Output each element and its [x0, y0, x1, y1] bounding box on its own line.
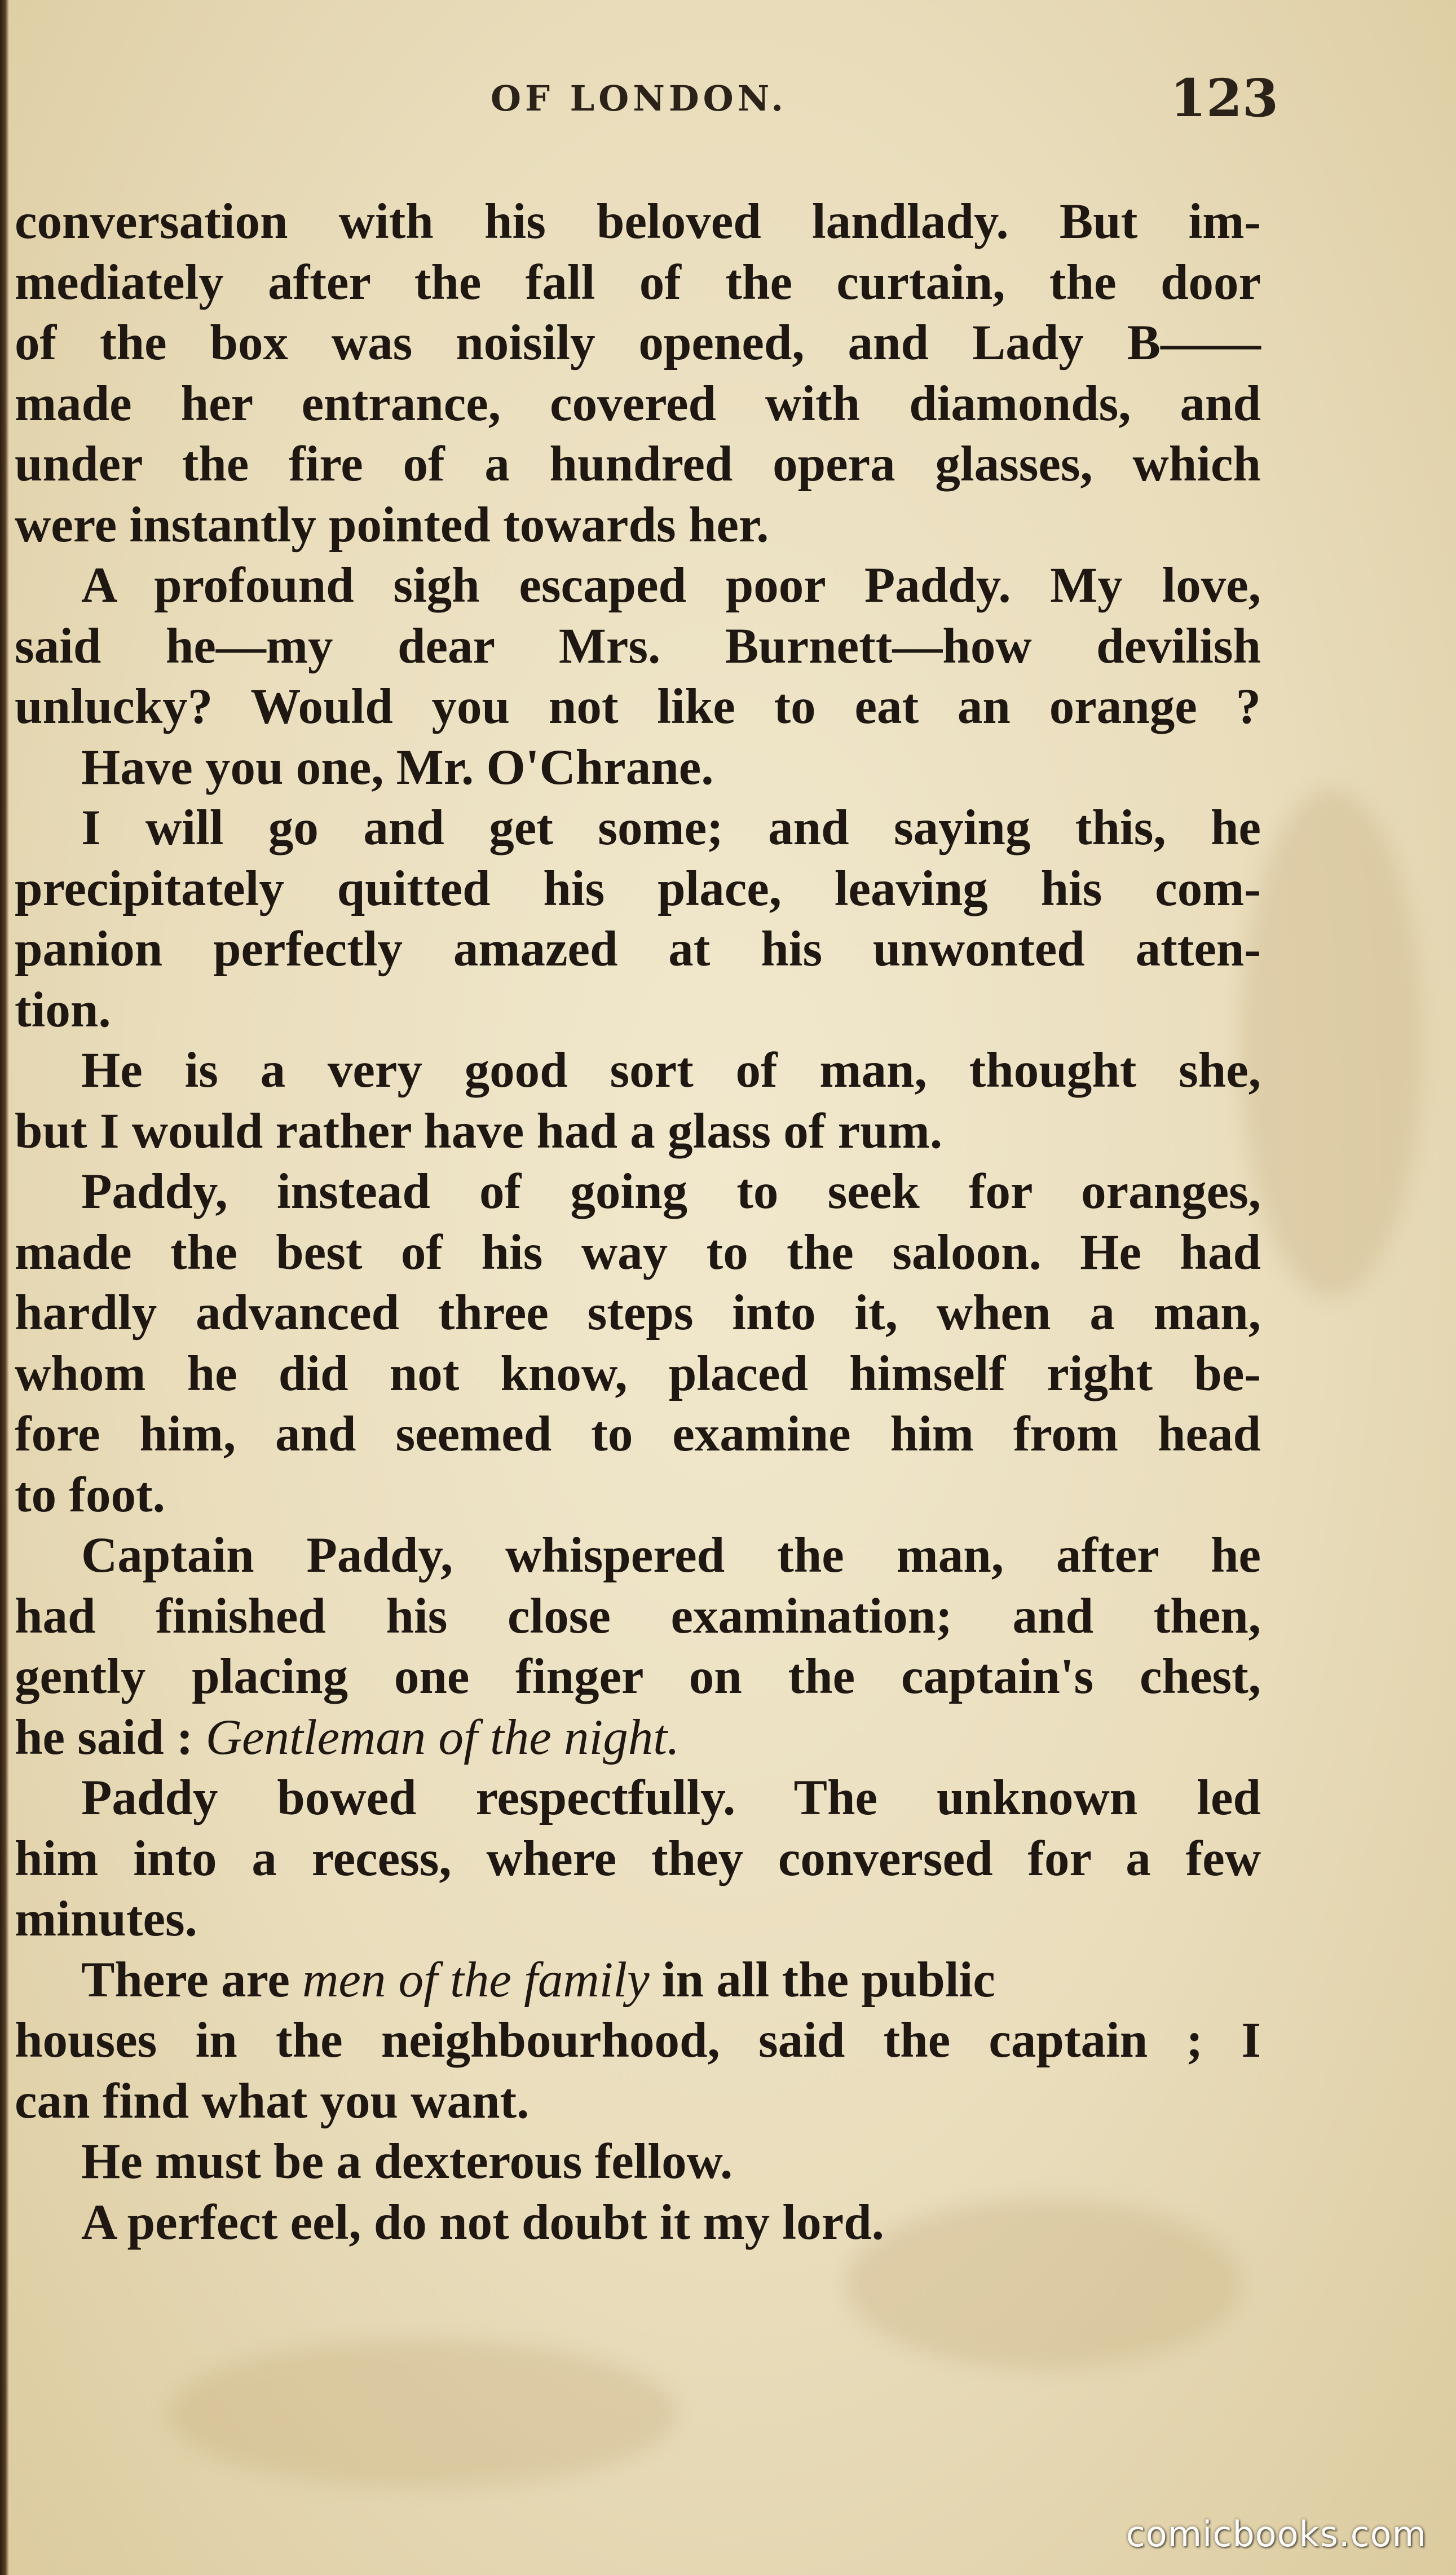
text-line: had finished his close examination; and then,: [15, 1588, 1261, 1644]
text-line: whom he did not know, placed himself right be-: [15, 1346, 1261, 1401]
page-header: [0, 68, 1456, 135]
text-line: A perfect eel, do not doubt it my lord.: [81, 2194, 884, 2250]
page-gutter-edge: [0, 0, 9, 2575]
italic-phrase: Gentleman of the night.: [205, 1709, 680, 1765]
text-line: can find what you want.: [15, 2073, 530, 2129]
page-number: 123: [1170, 68, 1279, 129]
text-fragment: There are: [81, 1952, 290, 2008]
italic-phrase: men of the family: [302, 1952, 650, 2008]
paper-stain: [1241, 790, 1421, 1297]
text-line: He must be a dexterous fellow.: [81, 2134, 733, 2189]
text-line: were instantly pointed towards her.: [15, 497, 769, 553]
text-line: Paddy, instead of going to seek for oranges,: [81, 1164, 1261, 1219]
paper-stain: [169, 2340, 677, 2487]
body-text: [15, 192, 1261, 2253]
text-line: him into a recess, where they conversed for a few: [15, 1831, 1261, 1886]
text-line: but I would rather have had a glass of rum.: [15, 1103, 943, 1159]
text-line: [15, 1950, 1261, 2011]
text-line: precipitately quitted his place, leaving his com-: [15, 861, 1261, 916]
text-line: Captain Paddy, whispered the man, after he: [81, 1528, 1261, 1583]
text-fragment: in all the public: [661, 1952, 995, 2008]
text-line: conversation with his beloved landlady. But im-: [15, 194, 1261, 249]
text-line: made the best of his way to the saloon. He had: [15, 1224, 1261, 1280]
text-line: made her entrance, covered with diamonds, and: [15, 376, 1261, 431]
text-line: houses in the neighbourhood, said the captain ; I: [15, 2013, 1261, 2068]
text-line: under the fire of a hundred opera glasses, which: [15, 436, 1261, 492]
text-line: hardly advanced three steps into it, when a man,: [15, 1285, 1261, 1341]
text-line: said he—my dear Mrs. Burnett—how devilish: [15, 618, 1261, 674]
running-head: OF LONDON.: [491, 78, 787, 119]
text-line: He is a very good sort of man, thought she,: [81, 1043, 1261, 1098]
text-line: fore him, and seemed to examine him from head: [15, 1406, 1261, 1462]
text-line: Paddy bowed respectfully. The unknown led: [81, 1770, 1261, 1826]
text-line: of the box was noisily opened, and Lady B——: [15, 315, 1261, 371]
text-line: Have you one, Mr. O'Chrane.: [81, 739, 714, 795]
text-line: A profound sigh escaped poor Paddy. My love,: [81, 558, 1261, 613]
text-line: unlucky? Would you not like to eat an orange ?: [15, 679, 1261, 734]
text-line: minutes.: [15, 1891, 197, 1947]
text-line: panion perfectly amazed at his unwonted atten-: [15, 921, 1261, 977]
text-line: to foot.: [15, 1467, 165, 1523]
text-line: gently placing one finger on the captain's chest,: [15, 1649, 1261, 1704]
text-line: [15, 1708, 1261, 1769]
watermark: comicbooks.com: [1126, 2514, 1427, 2555]
text-line: I will go and get some; and saying this, he: [81, 800, 1261, 856]
text-line: mediately after the fall of the curtain, the door: [15, 254, 1261, 310]
text-fragment: he said :: [15, 1709, 193, 1765]
text-line: tion.: [15, 982, 111, 1038]
